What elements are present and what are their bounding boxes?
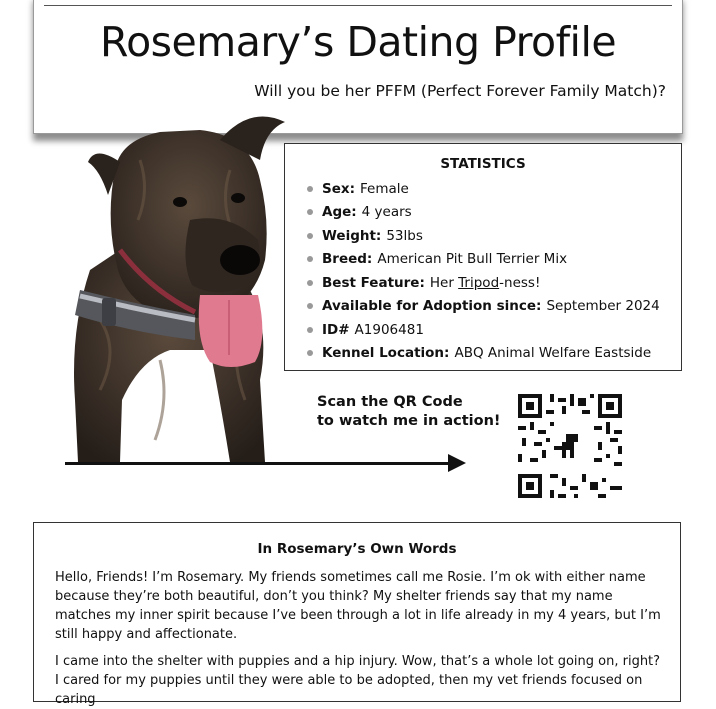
bullet-icon: [307, 209, 313, 215]
qr-code-icon[interactable]: [518, 394, 622, 498]
stat-id: [307, 318, 660, 342]
bullet-icon: [307, 256, 313, 262]
stat-age: [307, 201, 660, 225]
stat-value: 53lbs: [386, 227, 423, 244]
stat-label: Age:: [322, 204, 357, 221]
statistics-list: [307, 177, 660, 365]
own-words-panel: [33, 522, 681, 707]
stat-sex: [307, 177, 660, 201]
stat-weight: [307, 224, 660, 248]
stat-value-prefix: Her: [429, 274, 454, 291]
qr-prompt-line1: Scan the QR Code: [317, 394, 463, 410]
stat-available-since: [307, 295, 660, 319]
page-title: Rosemary’s Dating Profile: [99, 18, 617, 66]
dog-photo-icon: [60, 100, 310, 465]
stat-value-underlined: Tripod: [458, 274, 500, 291]
own-words-heading: In Rosemary’s Own Words: [257, 541, 457, 557]
bullet-icon: [307, 303, 313, 309]
bullet-icon: [307, 233, 313, 239]
bullet-icon: [307, 280, 313, 286]
stat-value: 4 years: [361, 204, 412, 221]
qr-prompt: [317, 393, 501, 431]
stat-value: A1906481: [354, 321, 424, 338]
stat-value: Female: [360, 180, 409, 197]
stat-value: ABQ Animal Welfare Eastside: [454, 345, 652, 362]
own-words-paragraph-2: I came into the shelter with puppies and a hip injury. Wow, that’s a whole lot going on, right? I cared for my puppies until they were able to be adopted, then my vet friends focused on caring: [55, 654, 661, 707]
statistics-panel: [284, 143, 682, 371]
arrow-right-icon: [448, 454, 466, 472]
stat-value: September 2024: [546, 298, 660, 315]
statistics-heading: STATISTICS: [440, 156, 526, 172]
stat-kennel-location: [307, 342, 660, 366]
stat-label: Kennel Location:: [322, 345, 450, 362]
stat-label: Best Feature:: [322, 274, 425, 291]
stat-value-suffix: -ness!: [499, 274, 541, 291]
qr-prompt-line2: to watch me in action!: [317, 413, 501, 429]
stat-label: ID#: [322, 321, 350, 338]
stat-breed: [307, 248, 660, 272]
stat-label: Sex:: [322, 180, 355, 197]
bullet-icon: [307, 186, 313, 192]
stat-value: American Pit Bull Terrier Mix: [377, 251, 568, 268]
stat-best-feature: [307, 271, 660, 295]
bullet-icon: [307, 350, 313, 356]
stat-label: Breed:: [322, 251, 373, 268]
own-words-paragraph-1: Hello, Friends! I’m Rosemary. My friends sometimes call me Rosie. I’m ok with either name because they’re both beautiful, don’t you think? My shelter friends say that my name matches my inner spirit because I’ve been through a lot in life already in my 4 years, but I’m still happy and affectionate.: [55, 570, 661, 642]
page-subtitle: Will you be her PFFM (Perfect Forever Family Match)?: [254, 82, 666, 100]
bullet-icon: [307, 327, 313, 333]
stat-label: Available for Adoption since:: [322, 298, 542, 315]
header-inner: [44, 5, 672, 108]
arrow-line: [65, 462, 450, 465]
stat-label: Weight:: [322, 227, 382, 244]
